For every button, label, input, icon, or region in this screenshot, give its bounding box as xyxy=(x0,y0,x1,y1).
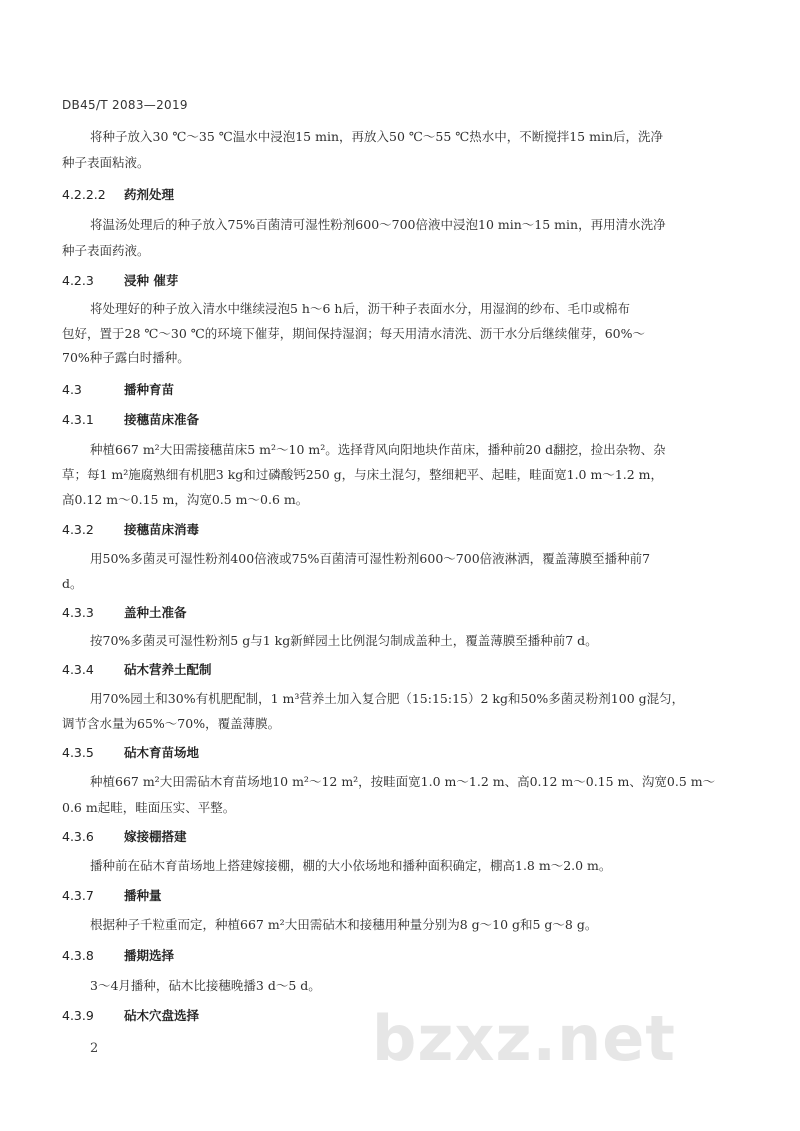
paragraph-line: 按70%多菌灵可湿性粉剂5 g与1 kg新鲜园土比例混匀制成盖种土，覆盖薄膜至播种前7 d。 xyxy=(90,633,598,648)
paragraph-line: 种植667 m²大田需砧木育苗场地10 m²～12 m²，按畦面宽1.0 m～1.2 m、高0.12 m～0.15 m、沟宽0.5 m～ xyxy=(90,774,716,789)
section-number: 4.3.9 xyxy=(62,1008,94,1023)
section-title: 药剂处理 xyxy=(124,187,175,202)
paragraph-line: 将种子放入30 ℃～35 ℃温水中浸泡15 min，再放入50 ℃～55 ℃热水中，不断搅拌15 min后，洗净 xyxy=(90,129,664,144)
section-title: 嫁接棚搭建 xyxy=(124,829,187,844)
section-heading-4-3-8 xyxy=(62,946,174,964)
section-number: 4.3.5 xyxy=(62,745,94,760)
section-title: 播期选择 xyxy=(124,948,175,963)
section-heading-4-3-1 xyxy=(62,410,199,428)
section-heading-4-3-2 xyxy=(62,520,199,538)
section-number: 4.3.2 xyxy=(62,522,94,537)
section-heading-4-3-4 xyxy=(62,660,212,678)
section-title: 盖种土准备 xyxy=(124,605,187,620)
section-number: 4.3.8 xyxy=(62,948,94,963)
section-heading-4-3 xyxy=(62,380,174,398)
paragraph-line: 用70%园土和30%有机肥配制，1 m³营养土加入复合肥（15:15:15）2 kg和50%多菌灵粉剂100 g混匀， xyxy=(90,691,685,706)
section-heading-4-2-2-2 xyxy=(62,185,174,203)
section-heading-4-3-6 xyxy=(62,827,187,845)
paragraph-line: 用50%多菌灵可湿性粉剂400倍液或75%百菌清可湿性粉剂600～700倍液淋洒，覆盖薄膜至播种前7 xyxy=(90,551,651,566)
section-number: 4.3.7 xyxy=(62,888,94,903)
paragraph-line: 0.6 m起畦，畦面压实、平整。 xyxy=(62,800,236,815)
section-title: 接穗苗床消毒 xyxy=(124,522,200,537)
section-number: 4.3.1 xyxy=(62,412,94,427)
section-number: 4.3.4 xyxy=(62,662,94,677)
section-number: 4.2.3 xyxy=(62,273,94,288)
paragraph-line: 播种前在砧木育苗场地上搭建嫁接棚，棚的大小依场地和播种面积确定，棚高1.8 m～2.0 m。 xyxy=(90,858,612,873)
paragraph-line: 高0.12 m～0.15 m，沟宽0.5 m～0.6 m。 xyxy=(62,492,309,507)
section-number: 4.3 xyxy=(62,382,82,397)
standard-code-header: DB45/T 2083—2019 xyxy=(62,98,188,112)
paragraph-line: 草；每1 m²施腐熟细有机肥3 kg和过磷酸钙250 g，与床土混匀，整细耙平、起畦，畦面宽1.0 m～1.2 m， xyxy=(62,467,664,482)
section-title: 砧木穴盘选择 xyxy=(124,1008,200,1023)
section-number: 4.2.2.2 xyxy=(62,187,106,202)
paragraph-line: 70%种子露白时播种。 xyxy=(62,350,190,365)
paragraph-line: 根据种子千粒重而定，种植667 m²大田需砧木和接穗用种量分别为8 g～10 g和5 g～8 g。 xyxy=(90,917,598,932)
section-heading-4-2-3 xyxy=(62,271,178,289)
paragraph-line: 种植667 m²大田需接穗苗床5 m²～10 m²。选择背风向阳地块作苗床，播种前20 d翻挖，捡出杂物、杂 xyxy=(90,442,666,457)
section-heading-4-3-5 xyxy=(62,743,199,761)
paragraph-line: 将处理好的种子放入清水中继续浸泡5 h～6 h后，沥干种子表面水分，用湿润的纱布、毛巾或棉布 xyxy=(90,301,630,316)
page-number: 2 xyxy=(90,1041,99,1056)
section-heading-4-3-9 xyxy=(62,1006,199,1024)
paragraph-line: 包好，置于28 ℃～30 ℃的环境下催芽，期间保持湿润；每天用清水清洗、沥干水分后继续催芽，60%～ xyxy=(62,326,646,341)
section-title: 砧木营养土配制 xyxy=(124,662,212,677)
section-title: 接穗苗床准备 xyxy=(124,412,200,427)
section-title: 播种育苗 xyxy=(124,382,175,397)
section-title: 砧木育苗场地 xyxy=(124,745,200,760)
section-heading-4-3-3 xyxy=(62,603,187,621)
watermark: bzxz.net xyxy=(372,1002,676,1075)
section-title: 播种量 xyxy=(124,888,162,903)
section-number: 4.3.6 xyxy=(62,829,94,844)
paragraph-line: 3～4月播种，砧木比接穗晚播3 d～5 d。 xyxy=(90,978,321,993)
section-heading-4-3-7 xyxy=(62,886,162,904)
section-number: 4.3.3 xyxy=(62,605,94,620)
paragraph-line: d。 xyxy=(62,576,83,591)
section-title: 浸种 催芽 xyxy=(124,273,179,288)
paragraph-line: 种子表面粘液。 xyxy=(62,155,150,170)
paragraph-line: 种子表面药液。 xyxy=(62,243,150,258)
paragraph-line: 调节含水量为65%～70%，覆盖薄膜。 xyxy=(62,716,281,731)
paragraph-line: 将温汤处理后的种子放入75%百菌清可湿性粉剂600～700倍液中浸泡10 min～15 min，再用清水洗净 xyxy=(90,217,666,232)
